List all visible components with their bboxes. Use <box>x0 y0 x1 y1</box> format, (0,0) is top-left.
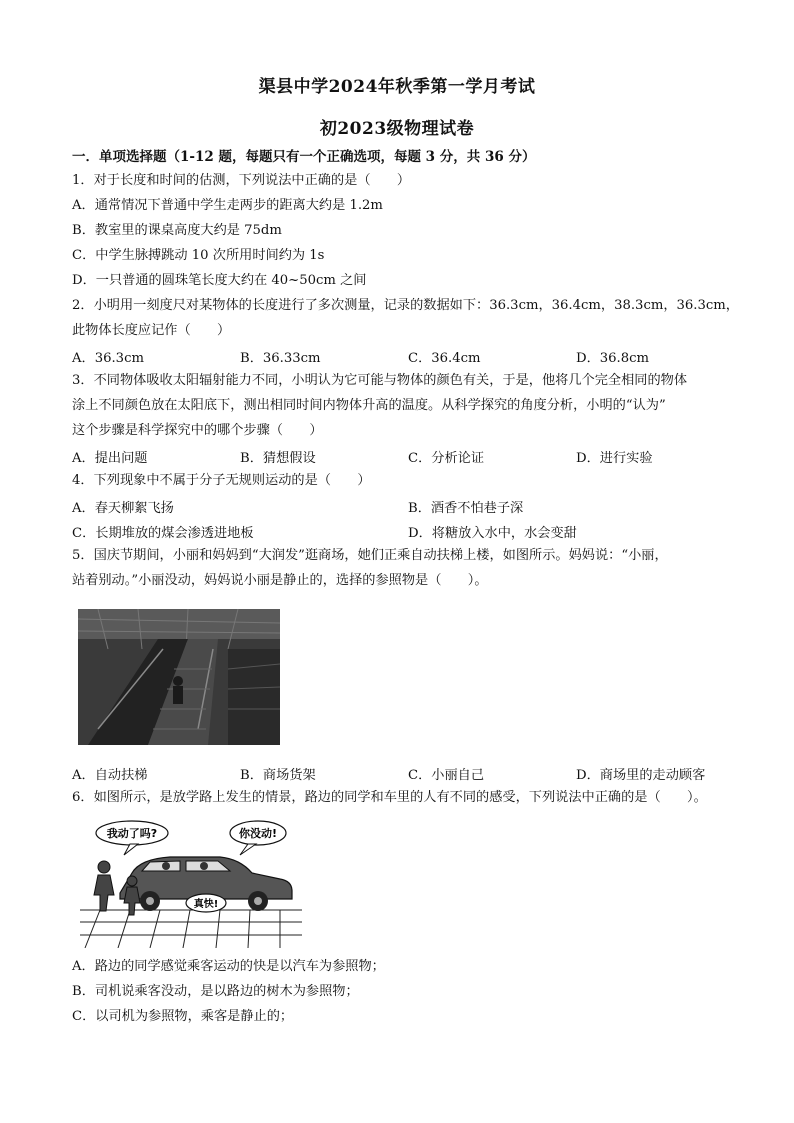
street-scene-illustration <box>80 815 302 948</box>
q2-option-d: D．36.8cm <box>576 351 650 366</box>
q3-option-b: B．猜想假设 <box>240 451 316 466</box>
bubble-text-2: 你没动! <box>238 827 278 840</box>
q1-option-a: A．通常情况下普通中学生走两步的距离大约是 1.2m <box>72 198 383 213</box>
q4-stem: 4．下列现象中不属于分子无规则运动的是（ ） <box>72 473 371 488</box>
q1-option-c: C．中学生脉搏跳动 10 次所用时间约为 1s <box>72 248 325 263</box>
q3-option-a: A．提出问题 <box>72 451 148 466</box>
q2-option-a: A．36.3cm <box>72 351 144 366</box>
escalator-photo-image <box>78 609 280 745</box>
q3-option-c: C．分析论证 <box>408 451 485 466</box>
q5-option-c: C．小丽自己 <box>408 768 485 783</box>
q5-stem-1: 5．国庆节期间，小丽和妈妈到“大润发”逛商场，她们正乘自动扶梯上楼，如图所示。妈妈说：“小丽， <box>72 548 668 563</box>
exam-title: 渠县中学2024年秋季第一学月考试 <box>258 77 536 97</box>
q2-stem-1: 2．小明用一刻度尺对某物体的长度进行了多次测量，记录的数据如下：36.3cm，36.4cm，38.3cm，36.3cm， <box>72 298 739 313</box>
q1-option-b: B．教室里的课桌高度大约是 75dm <box>72 223 282 238</box>
q2-option-c: C．36.4cm <box>408 351 481 366</box>
q5-stem-2: 站着别动。”小丽没动，妈妈说小丽是静止的，选择的参照物是（ ）。 <box>72 573 488 588</box>
bubble-text-3: 真快! <box>193 899 219 910</box>
q4-option-a: A．春天柳絮飞扬 <box>72 501 174 516</box>
bubble-text-1: 我动了吗? <box>106 827 158 840</box>
q5-option-b: B．商场货架 <box>240 768 316 783</box>
q5-option-a: A．自动扶梯 <box>72 768 148 783</box>
q3-option-d: D．进行实验 <box>576 451 653 466</box>
escalator-photo <box>78 609 280 745</box>
q4-option-d: D．将糖放入水中，水会变甜 <box>408 526 577 541</box>
q3-stem-2: 涂上不同颜色放在太阳底下，测出相同时间内物体升高的温度。从科学探究的角度分析，小明的“认为” <box>72 398 666 413</box>
q1-option-d: D．一只普通的圆珠笔长度大约在 40~50cm 之间 <box>72 273 367 288</box>
q6-stem: 6．如图所示，是放学路上发生的情景，路边的同学和车里的人有不同的感受，下列说法中正确的是（ ）。 <box>72 790 707 805</box>
q6-option-c: C．以司机为参照物，乘客是静止的； <box>72 1009 294 1024</box>
section-heading: 一．单项选择题（1-12 题，每题只有一个正确选项，每题 3 分，共 36 分） <box>72 149 536 165</box>
q6-option-b: B．司机说乘客没动，是以路边的树木为参照物； <box>72 984 359 999</box>
q2-stem-2: 此物体长度应记作（ ） <box>72 323 231 338</box>
q5-option-d: D．商场里的走动顾客 <box>576 768 706 783</box>
q3-stem-1: 3．不同物体吸收太阳辐射能力不同，小明认为它可能与物体的颜色有关，于是，他将几个完全相同的物体 <box>72 373 688 388</box>
q4-option-b: B．酒香不怕巷子深 <box>408 501 524 516</box>
q1-stem: 1．对于长度和时间的估测，下列说法中正确的是（ ） <box>72 173 411 188</box>
q6-option-a: A．路边的同学感觉乘客运动的快是以汽车为参照物； <box>72 959 385 974</box>
street-scene-image <box>80 815 302 948</box>
q4-option-c: C．长期堆放的煤会渗透进地板 <box>72 526 254 541</box>
q2-option-b: B．36.33cm <box>240 351 321 366</box>
q3-stem-3: 这个步骤是科学探究中的哪个步骤（ ） <box>72 423 323 438</box>
exam-subtitle: 初2023级物理试卷 <box>319 119 475 139</box>
